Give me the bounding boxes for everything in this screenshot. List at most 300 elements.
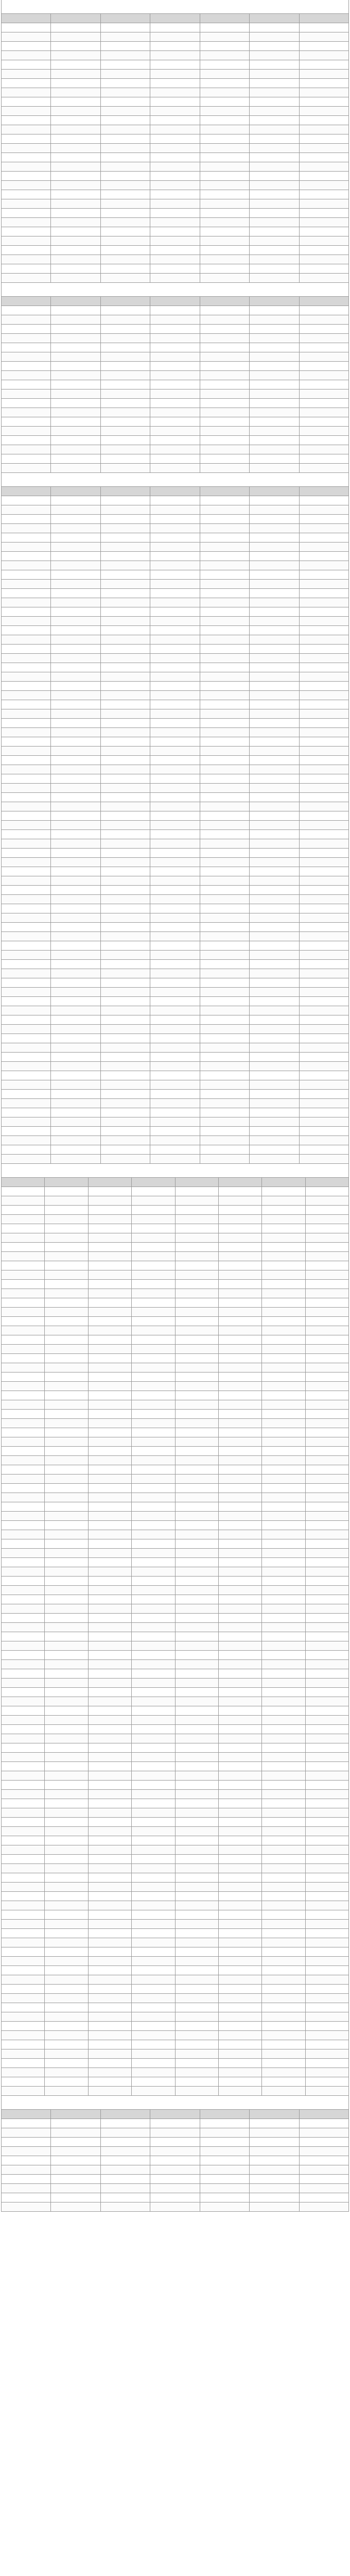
table-cell [299, 654, 348, 663]
table-row [2, 932, 349, 941]
table-cell [51, 756, 100, 765]
table-cell [262, 1502, 305, 1512]
table-cell [2, 895, 51, 904]
table-cell [88, 1187, 131, 1196]
table-cell [305, 1410, 348, 1419]
table-cell [51, 1034, 100, 1043]
table-cell [100, 325, 150, 334]
table-cell [175, 1224, 218, 1233]
table-cell [150, 858, 200, 867]
table-cell [2, 1539, 45, 1549]
table-cell [250, 172, 299, 181]
table-cell [2, 552, 51, 561]
table-cell [218, 1410, 261, 1419]
table-cell [51, 849, 100, 858]
table-cell [150, 227, 200, 236]
table-cell [45, 1577, 88, 1586]
table-cell [262, 1289, 305, 1298]
table-row [2, 2003, 349, 2012]
table-cell [218, 1382, 261, 1391]
table-row [2, 2119, 349, 2128]
table-cell [200, 2184, 249, 2193]
table-cell [200, 2128, 249, 2138]
table-row [2, 895, 349, 904]
table-cell [299, 997, 348, 1006]
table-row [2, 1604, 349, 1614]
table-cell [132, 1679, 175, 1688]
table-cell [100, 408, 150, 417]
table-cell [88, 1382, 131, 1391]
table-cell [2, 1929, 45, 1938]
table-cell [51, 190, 100, 199]
table-cell [45, 1391, 88, 1400]
table-cell [218, 1298, 261, 1308]
table-row [2, 1641, 349, 1651]
table-cell [200, 663, 249, 672]
table-cell [218, 1845, 261, 1855]
table-cell [250, 436, 299, 445]
table-cell [150, 997, 200, 1006]
table-cell [2, 1614, 45, 1623]
table-cell [305, 1326, 348, 1335]
table-cell [51, 2184, 100, 2193]
table-cell [200, 60, 249, 70]
table-cell [2, 199, 51, 209]
table-cell [262, 1530, 305, 1539]
table-cell [262, 1270, 305, 1280]
table-cell [305, 2031, 348, 2040]
table-cell [299, 32, 348, 42]
table-cell [132, 1196, 175, 1206]
table-cell [45, 1224, 88, 1233]
table-row [2, 1577, 349, 1586]
table-cell [100, 635, 150, 645]
table-cell [150, 209, 200, 218]
table-row [2, 1335, 349, 1345]
table-cell [305, 1957, 348, 1966]
table-cell [2, 1938, 45, 1947]
table-cell [305, 1270, 348, 1280]
table-cell [299, 923, 348, 932]
table-cell [299, 1043, 348, 1053]
table-cell [45, 1892, 88, 1901]
table-cell [88, 1883, 131, 1892]
table-cell [51, 2119, 100, 2128]
table-cell [200, 533, 249, 543]
table-cell [2, 454, 51, 464]
table-cell [51, 505, 100, 515]
table-cell [45, 1641, 88, 1651]
table-cell [45, 1187, 88, 1196]
table-cell [100, 454, 150, 464]
section-title [1, 283, 349, 296]
table-cell [262, 1920, 305, 1929]
table-cell [150, 315, 200, 325]
table-row [2, 1475, 349, 1484]
table-cell [132, 1892, 175, 1901]
table-row [2, 1947, 349, 1957]
table-cell [100, 589, 150, 598]
table-cell [2, 1043, 51, 1053]
table-cell [200, 380, 249, 389]
table-cell [218, 2022, 261, 2031]
table-cell [200, 839, 249, 849]
table-cell [100, 1062, 150, 1071]
table-row [2, 343, 349, 352]
table-cell [299, 663, 348, 672]
table-row [2, 454, 349, 464]
column-header [299, 487, 348, 496]
table-cell [250, 2156, 299, 2165]
table-cell [200, 246, 249, 255]
table-cell [88, 1539, 131, 1549]
table-cell [51, 1053, 100, 1062]
table-cell [200, 2165, 249, 2175]
table-cell [250, 144, 299, 153]
table-cell [88, 1317, 131, 1326]
table-cell [218, 1873, 261, 1883]
table-row [2, 1099, 349, 1108]
table-cell [305, 1734, 348, 1743]
table-cell [2, 1762, 45, 1771]
table-cell [88, 1660, 131, 1669]
table-row [2, 839, 349, 849]
table-cell [200, 255, 249, 264]
table-cell [2, 960, 51, 969]
table-cell [2, 496, 51, 505]
table-cell [51, 802, 100, 811]
table-cell [175, 1586, 218, 1595]
table-row [2, 181, 349, 190]
table-row [2, 274, 349, 283]
table-cell [51, 172, 100, 181]
table-cell [299, 306, 348, 315]
table-cell [200, 408, 249, 417]
table-cell [250, 42, 299, 51]
table-cell [2, 774, 51, 784]
table-cell [299, 162, 348, 172]
table-row [2, 1289, 349, 1298]
table-cell [305, 1187, 348, 1196]
table-cell [150, 436, 200, 445]
table-cell [175, 1938, 218, 1947]
table-cell [150, 172, 200, 181]
table-row [2, 505, 349, 515]
table-cell [218, 1994, 261, 2003]
table-cell [299, 218, 348, 227]
table-cell [250, 997, 299, 1006]
table-cell [175, 1363, 218, 1372]
table-cell [100, 756, 150, 765]
table-cell [45, 1354, 88, 1363]
table-cell [175, 1372, 218, 1382]
table-cell [299, 747, 348, 756]
table-cell [100, 334, 150, 343]
table-cell [2, 1836, 45, 1845]
table-cell [218, 1790, 261, 1799]
table-cell [150, 849, 200, 858]
table-cell [299, 2138, 348, 2147]
table-cell [218, 1753, 261, 1762]
table-cell [175, 1187, 218, 1196]
table-cell [305, 2012, 348, 2022]
table-row [2, 32, 349, 42]
table-row [2, 1252, 349, 1261]
table-row [2, 125, 349, 134]
table-cell [51, 645, 100, 654]
table-cell [100, 2193, 150, 2202]
table-cell [299, 255, 348, 264]
table-cell [2, 2156, 51, 2165]
table-cell [150, 153, 200, 162]
table-cell [45, 1669, 88, 1679]
table-cell [45, 1985, 88, 1994]
table-cell [262, 1493, 305, 1502]
table-cell [45, 1706, 88, 1716]
table-cell [2, 1447, 45, 1456]
table-row [2, 1196, 349, 1206]
table-cell [51, 1080, 100, 1090]
table-row [2, 1799, 349, 1808]
table-cell [2, 709, 51, 719]
table-cell [250, 2119, 299, 2128]
table-cell [250, 765, 299, 774]
table-cell [2, 1771, 45, 1781]
table-cell [2, 1512, 45, 1521]
table-cell [100, 969, 150, 978]
table-cell [150, 1117, 200, 1127]
table-cell [100, 793, 150, 802]
table-cell [132, 1335, 175, 1345]
table-cell [262, 1641, 305, 1651]
table-cell [2, 408, 51, 417]
table-cell [45, 1771, 88, 1781]
table-cell [2, 1127, 51, 1136]
table-cell [175, 1567, 218, 1577]
table-cell [88, 1706, 131, 1716]
table-cell [218, 1206, 261, 1215]
table-cell [2, 505, 51, 515]
table-cell [250, 2193, 299, 2202]
table-cell [2, 654, 51, 663]
table-cell [218, 1743, 261, 1753]
table-cell [250, 672, 299, 682]
table-cell [150, 570, 200, 580]
table-cell [250, 913, 299, 923]
table-cell [200, 793, 249, 802]
column-header [100, 487, 150, 496]
table-cell [45, 1604, 88, 1614]
table-cell [262, 1558, 305, 1567]
table-cell [45, 1938, 88, 1947]
table-cell [250, 325, 299, 334]
table-cell [45, 1270, 88, 1280]
table-cell [200, 1034, 249, 1043]
table-row [2, 2128, 349, 2138]
table-cell [150, 793, 200, 802]
table-cell [200, 1006, 249, 1015]
table-cell [175, 1753, 218, 1762]
table-cell [51, 218, 100, 227]
column-header [262, 1178, 305, 1187]
table-cell [88, 1808, 131, 1818]
column-header [51, 297, 100, 306]
table-cell [51, 1071, 100, 1080]
table-cell [2, 1308, 45, 1317]
table-cell [262, 1372, 305, 1382]
table-cell [200, 709, 249, 719]
table-cell [200, 1015, 249, 1025]
table-cell [299, 802, 348, 811]
table-cell [150, 496, 200, 505]
table-cell [51, 42, 100, 51]
table-cell [299, 1108, 348, 1117]
table-cell [150, 1127, 200, 1136]
table-cell [2, 1080, 51, 1090]
table-cell [2, 737, 51, 747]
table-cell [200, 334, 249, 343]
table-cell [51, 700, 100, 709]
table-row [2, 42, 349, 51]
table-cell [150, 125, 200, 134]
table-cell [150, 830, 200, 839]
table-cell [150, 1015, 200, 1025]
table-row [2, 97, 349, 107]
table-cell [88, 1697, 131, 1706]
table-cell [150, 352, 200, 362]
table-cell [150, 2119, 200, 2128]
table-cell [299, 1025, 348, 1034]
table-row [2, 162, 349, 172]
table-cell [100, 728, 150, 737]
table-cell [200, 454, 249, 464]
table-cell [262, 1669, 305, 1679]
table-cell [45, 1929, 88, 1938]
table-cell [51, 2165, 100, 2175]
table-cell [200, 371, 249, 380]
table-cell [250, 923, 299, 932]
table-cell [175, 1641, 218, 1651]
table-cell [51, 570, 100, 580]
table-cell [100, 765, 150, 774]
table-row [2, 858, 349, 867]
table-cell [2, 1883, 45, 1892]
table-row [2, 417, 349, 427]
table-cell [218, 1966, 261, 1975]
table-row [2, 793, 349, 802]
table-cell [2, 1864, 45, 1873]
table-cell [299, 227, 348, 236]
table-cell [100, 1006, 150, 1015]
table-cell [250, 306, 299, 315]
table-cell [250, 60, 299, 70]
table-cell [100, 1025, 150, 1034]
table-cell [100, 700, 150, 709]
table-cell [299, 913, 348, 923]
table-cell [200, 42, 249, 51]
table-row [2, 1127, 349, 1136]
table-cell [51, 598, 100, 607]
table-cell [88, 1947, 131, 1957]
table-cell [100, 190, 150, 199]
table-cell [262, 1335, 305, 1345]
table-cell [132, 1697, 175, 1706]
table-cell [175, 1771, 218, 1781]
table-cell [299, 635, 348, 645]
table-cell [45, 1502, 88, 1512]
table-cell [2, 2022, 45, 2031]
table-cell [250, 125, 299, 134]
table-cell [305, 1539, 348, 1549]
table-cell [2, 1669, 45, 1679]
table-cell [250, 2138, 299, 2147]
table-cell [2, 427, 51, 436]
table-cell [132, 1512, 175, 1521]
table-cell [262, 1261, 305, 1270]
table-cell [100, 570, 150, 580]
table-cell [299, 515, 348, 524]
table-cell [299, 858, 348, 867]
table-cell [100, 464, 150, 473]
table-cell [250, 454, 299, 464]
table-row [2, 617, 349, 626]
table-cell [305, 1382, 348, 1391]
table-row [2, 1790, 349, 1799]
table-cell [250, 1015, 299, 1025]
table-cell [305, 1660, 348, 1669]
table-cell [175, 1298, 218, 1308]
table-cell [45, 1781, 88, 1790]
table-cell [262, 1827, 305, 1836]
table-cell [2, 1062, 51, 1071]
table-row [2, 635, 349, 645]
table-cell [200, 97, 249, 107]
table-row [2, 1447, 349, 1456]
table-cell [218, 1883, 261, 1892]
table-cell [132, 1929, 175, 1938]
column-header [45, 1178, 88, 1187]
table-cell [51, 876, 100, 886]
table-row [2, 380, 349, 389]
table-cell [250, 88, 299, 97]
table-cell [45, 1679, 88, 1688]
table-cell [45, 1873, 88, 1883]
column-header [150, 2110, 200, 2119]
table-cell [88, 1549, 131, 1558]
table-row [2, 1187, 349, 1196]
table-cell [2, 1015, 51, 1025]
table-cell [51, 23, 100, 32]
table-cell [132, 2040, 175, 2049]
table-cell [175, 1975, 218, 1985]
table-cell [262, 2031, 305, 2040]
table-cell [218, 1215, 261, 1224]
table-row [2, 408, 349, 417]
table-row [2, 1308, 349, 1317]
table-cell [175, 1743, 218, 1753]
table-cell [150, 821, 200, 830]
table-cell [175, 1215, 218, 1224]
table-cell [88, 1261, 131, 1270]
table-cell [299, 1080, 348, 1090]
table-cell [51, 209, 100, 218]
table-cell [45, 1317, 88, 1326]
table-cell [88, 2049, 131, 2059]
table-cell [299, 134, 348, 144]
table-cell [51, 515, 100, 524]
table-cell [100, 107, 150, 116]
table-row [2, 1929, 349, 1938]
